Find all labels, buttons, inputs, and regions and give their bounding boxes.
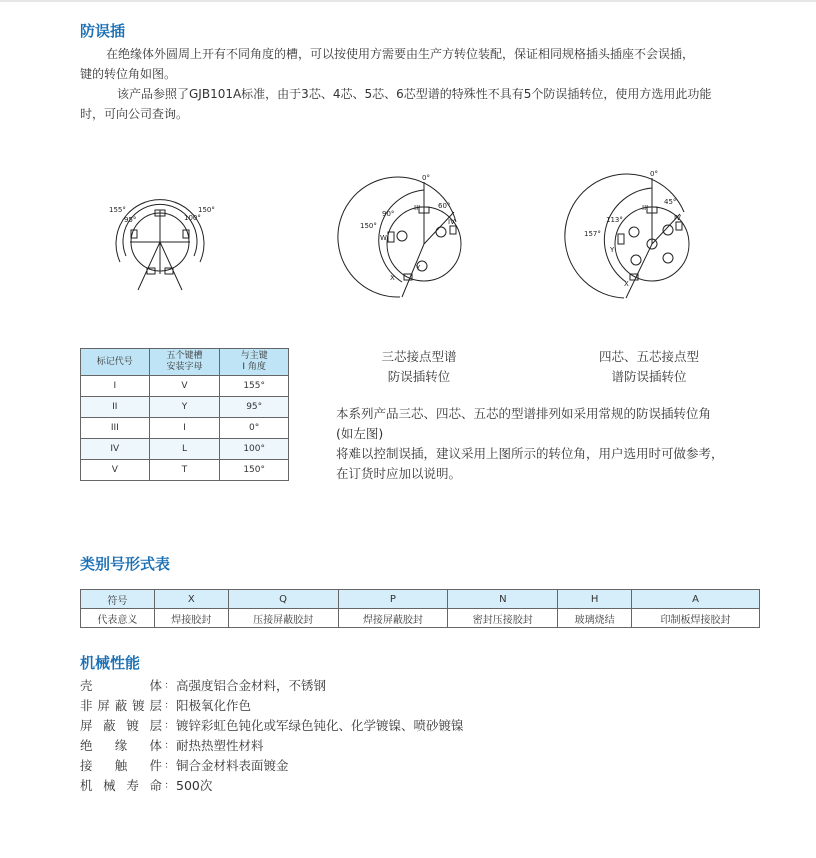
angle-label: 150° [198, 206, 215, 214]
colon: ： [164, 761, 174, 771]
angle-label: 90° [382, 210, 395, 218]
table-cell: I [81, 376, 150, 397]
table-cell: 焊接屏蔽胶封 [338, 609, 448, 628]
table-cell: 玻璃烧结 [558, 609, 632, 628]
mechanical-properties-list [80, 676, 464, 796]
table-cell: 0° [220, 418, 289, 439]
angle-label: 45° [664, 198, 677, 206]
table-cell: 密封压接胶封 [448, 609, 558, 628]
position-label: IV [448, 218, 455, 226]
angle-label: 113° [606, 216, 623, 224]
angle-label: 150° [360, 222, 377, 230]
angle-label: 100° [184, 214, 201, 222]
position-label: Y [416, 264, 421, 272]
table-cell: H [558, 590, 632, 609]
angle-label: 95° [124, 216, 137, 224]
note-line: 将难以控制误插，建议采用上图所示的转位角，用户选用时可做参考， [336, 446, 724, 461]
position-label: W [380, 234, 387, 242]
position-label: Y [610, 246, 615, 254]
contact-pin [629, 227, 639, 237]
property-label: 接触件 [80, 758, 162, 773]
position-label: X [624, 280, 629, 288]
para2-line1: 该产品参照了GJB101A标准，由于3芯、4芯、5芯、6芯型谱的特殊性不具有5个防误插转位，使用方选用此功能 [117, 87, 712, 101]
angle-label: 0° [650, 170, 658, 178]
keyway-angle-table [80, 348, 289, 481]
table-cell: Q [228, 590, 338, 609]
table-header: 标记代号 [81, 349, 150, 376]
angle-label: 157° [584, 230, 601, 238]
table-row [81, 439, 289, 460]
keyway-diagram-general [100, 190, 220, 300]
colon: ： [164, 781, 174, 791]
contact-pin [436, 227, 446, 237]
table-cell: V [81, 460, 150, 481]
table-row [81, 376, 289, 397]
position-label: III [414, 204, 421, 212]
table-row [81, 590, 760, 609]
table-cell: N [448, 590, 558, 609]
table-cell: X [154, 590, 228, 609]
intro-paragraph [80, 44, 770, 124]
property-value: 高强度铝合金材料，不锈钢 [176, 678, 327, 693]
table-cell: 95° [220, 397, 289, 418]
table-cell: 代表意义 [81, 609, 155, 628]
keyway-diagram-three-core [352, 172, 472, 302]
table-cell: 焊接胶封 [154, 609, 228, 628]
section-title-mechanical: 机械性能 [80, 654, 141, 672]
caption-line: 三芯接点型谱 [381, 349, 457, 364]
angle-label: 155° [109, 206, 126, 214]
table-cell: L [149, 439, 220, 460]
type-code-table [80, 589, 760, 628]
note-line: (如左图) [336, 426, 384, 441]
table-row [81, 609, 760, 628]
table-header: 与主键 I 角度 [220, 349, 289, 376]
note-line: 本系列产品三芯、四芯、五芯的型谱排列如采用常规的防误插转位角 [336, 406, 712, 421]
table-header: 五个键槽 安装字母 [149, 349, 220, 376]
property-label: 机械寿命 [80, 778, 162, 793]
property-value: 铜合金材料表面镀金 [176, 758, 289, 773]
top-divider [0, 0, 816, 2]
list-item [80, 676, 464, 696]
caption-four-five-core [569, 347, 729, 387]
angle-label: 60° [438, 202, 451, 210]
table-cell: A [632, 590, 760, 609]
contact-pin [397, 231, 407, 241]
position-label: III [642, 204, 649, 212]
property-label: 非屏蔽镀层 [80, 698, 162, 713]
list-item [80, 716, 464, 736]
table-cell: 155° [220, 376, 289, 397]
table-cell: P [338, 590, 448, 609]
contact-pin [663, 253, 673, 263]
table-cell: 压接屏蔽胶封 [228, 609, 338, 628]
table-cell: 符号 [81, 590, 155, 609]
property-value: 镀锌彩虹色钝化或军绿色钝化、化学镀镍、喷砂镀镍 [176, 718, 464, 733]
note-line: 在订货时应加以说明。 [336, 466, 462, 481]
table-row [81, 397, 289, 418]
para2-line2: 时，可向公司查询。 [80, 107, 189, 121]
table-cell: V [149, 376, 220, 397]
table-cell: 100° [220, 439, 289, 460]
angle-label: 0° [422, 174, 430, 182]
table-cell: IV [81, 439, 150, 460]
property-value: 阳极氧化作色 [176, 698, 252, 713]
table-cell: 150° [220, 460, 289, 481]
recommendation-note [336, 404, 776, 484]
table-cell: T [149, 460, 220, 481]
table-row [81, 418, 289, 439]
caption-three-core [339, 347, 499, 387]
property-label: 屏蔽镀层 [80, 718, 162, 733]
caption-line: 谱防误插转位 [611, 369, 687, 384]
keyway-diagram-four-five-core [580, 168, 700, 303]
position-label: IV [674, 214, 681, 222]
colon: ： [164, 681, 174, 691]
colon: ： [164, 701, 174, 711]
colon: ： [164, 741, 174, 751]
section-title-anti-misinsertion: 防误插 [80, 22, 126, 40]
caption-line: 防误插转位 [387, 369, 451, 384]
caption-line: 四芯、五芯接点型 [598, 349, 699, 364]
property-label: 绝缘体 [80, 738, 162, 753]
section-title-type-codes: 类别号形式表 [80, 555, 171, 573]
list-item [80, 776, 464, 796]
para1-line2: 键的转位角如图。 [80, 67, 177, 81]
para1-line1: 在绝缘体外圆周上开有不同角度的槽，可以按使用方需要由生产方转位装配，保证相同规格插头插座不会误插， [106, 47, 695, 61]
colon: ： [164, 721, 174, 731]
table-cell: III [81, 418, 150, 439]
table-row [81, 460, 289, 481]
list-item [80, 756, 464, 776]
position-label: X [390, 274, 395, 282]
contact-pin [631, 255, 641, 265]
table-cell: Y [149, 397, 220, 418]
list-item [80, 696, 464, 716]
table-cell: II [81, 397, 150, 418]
property-label: 壳体 [80, 678, 162, 693]
property-value: 500次 [176, 778, 213, 793]
table-cell: I [149, 418, 220, 439]
property-value: 耐热热塑性材料 [176, 738, 264, 753]
table-cell: 印制板焊接胶封 [632, 609, 760, 628]
list-item [80, 736, 464, 756]
